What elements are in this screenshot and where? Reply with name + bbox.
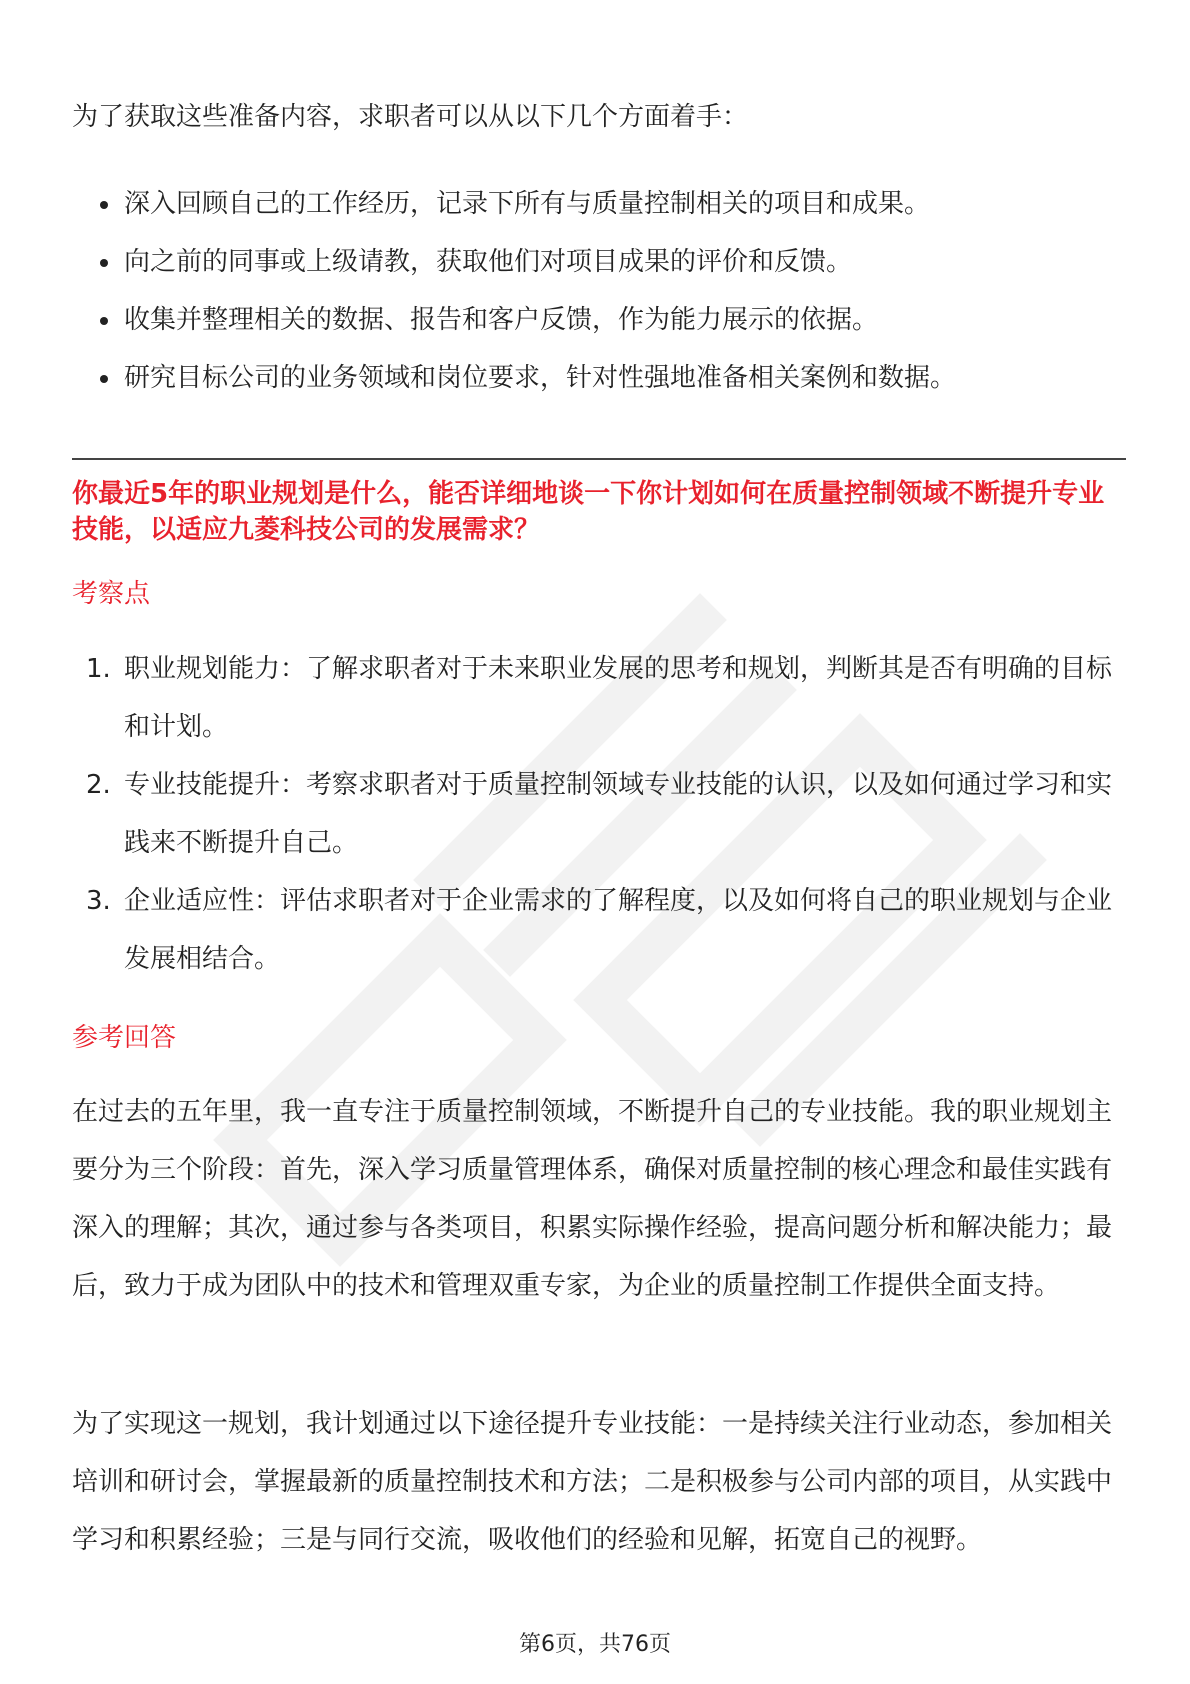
list-item: [72, 872, 1126, 988]
intro-paragraph: 为了获取这些准备内容，求职者可以从以下几个方面着手：: [72, 102, 749, 132]
list-item: [72, 756, 1126, 872]
list-number: 2.: [86, 770, 111, 800]
list-item-text: 研究目标公司的业务领域和岗位要求，针对性强地准备相关案例和数据。: [124, 363, 957, 393]
preparation-list: [72, 175, 956, 407]
list-item: [72, 233, 956, 291]
bullet-icon: [100, 375, 108, 383]
list-item: [72, 349, 956, 407]
section-divider: [72, 458, 1126, 460]
document-page: [72, 0, 1126, 1684]
bullet-icon: [100, 259, 108, 267]
list-item-text: 职业规划能力：了解求职者对于未来职业发展的思考和规划，判断其是否有明确的目标和计划。: [124, 654, 1113, 742]
page-number: 第6页，共76页: [519, 1632, 671, 1657]
section-title-assessment-points: 考察点: [72, 579, 151, 609]
list-item-text: 企业适应性：评估求职者对于企业需求的了解程度，以及如何将自己的职业规划与企业发展相结合。: [124, 886, 1113, 974]
list-item-text: 专业技能提升：考察求职者对于质量控制领域专业技能的认识，以及如何通过学习和实践来不断提升自己。: [124, 770, 1113, 858]
bullet-icon: [100, 201, 108, 209]
list-number: 1.: [86, 654, 111, 684]
list-item-text: 向之前的同事或上级请教，获取他们对项目成果的评价和反馈。: [124, 247, 853, 277]
list-item: [72, 175, 956, 233]
list-item: [72, 291, 956, 349]
interview-question: 你最近5年的职业规划是什么，能否详细地谈一下你计划如何在质量控制领域不断提升专业技能，以适应九菱科技公司的发展需求？: [72, 479, 1105, 545]
list-number: 3.: [86, 886, 111, 916]
list-item-text: 收集并整理相关的数据、报告和客户反馈，作为能力展示的依据。: [124, 305, 879, 335]
answer-paragraph: 在过去的五年里，我一直专注于质量控制领域，不断提升自己的专业技能。我的职业规划主要分为三个阶段：首先，深入学习质量管理体系，确保对质量控制的核心理念和最佳实践有深入的理解；其次，通过参与各类项目，积累实际操作经验，提高问题分析和解决能力；最后，致力于成为团队中的技术和管理双重专家，为企业的质量控制工作提供全面支持。: [72, 1097, 1113, 1301]
answer-paragraph: 为了实现这一规划，我计划通过以下途径提升专业技能：一是持续关注行业动态，参加相关培训和研讨会，掌握最新的质量控制技术和方法；二是积极参与公司内部的项目，从实践中学习和积累经验；三是与同行交流，吸收他们的经验和见解，拓宽自己的视野。: [72, 1409, 1113, 1555]
list-item-text: 深入回顾自己的工作经历，记录下所有与质量控制相关的项目和成果。: [124, 189, 931, 219]
bullet-icon: [100, 317, 108, 325]
assessment-points-list: [72, 640, 1126, 988]
section-title-reference-answer: 参考回答: [72, 1023, 177, 1053]
list-item: [72, 640, 1126, 756]
